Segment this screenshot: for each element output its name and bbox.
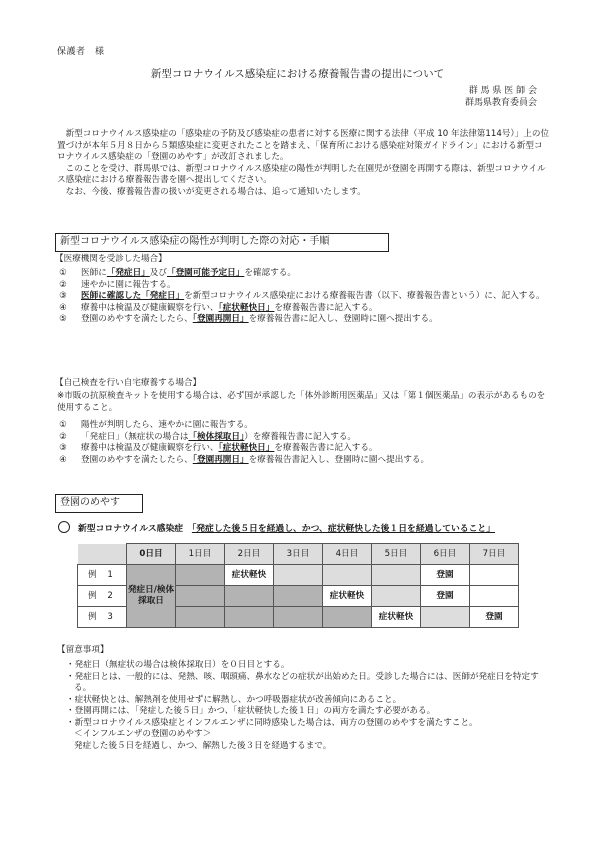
schedule-cell — [225, 586, 274, 607]
step-emphasis: 「発症日」 — [106, 268, 150, 278]
table-row — [78, 565, 519, 586]
step-text: 登園のめやすを満たしたら、 — [81, 314, 193, 325]
return-cell: 登園 — [421, 586, 470, 607]
step-number: ④ — [59, 454, 67, 465]
return-criteria-title: 登園のめやす — [55, 494, 143, 513]
medical-visit-steps — [55, 268, 549, 326]
day-header-1: 1日目 — [176, 544, 225, 565]
schedule-cell — [225, 607, 274, 628]
self-test-note: ※市販の抗原検査キットを使用する場合は、必ず国が承認した「体外診断用医薬品」又は「第１個医薬品」の表示があるものを使用すること。 — [57, 391, 546, 413]
schedule-cell — [470, 586, 519, 607]
step-number: ⑤ — [59, 314, 67, 325]
mild-cell: 症状軽快 — [225, 565, 274, 586]
schedule-cell — [372, 565, 421, 586]
flu-criteria-text: 発症した後５日を経過し、かつ、解熱した後３日を経過するまで。 — [74, 740, 332, 751]
list-item — [55, 291, 549, 303]
schedule-cell — [176, 607, 225, 628]
example-label: 例 1 — [78, 565, 127, 586]
note-item: ・発症日とは、一般的には、発熱、咳、咽頭痛、鼻水などの症状が出始めた日。受診した場合には、医師が発症日を特定する。 — [66, 671, 539, 694]
intro-text — [57, 129, 551, 198]
step-text: を療養報告書記入し、登園時に園へ提出する。 — [248, 454, 430, 465]
addressee: 保護者 様 — [57, 47, 105, 57]
day-header-0: 0日目 — [127, 544, 176, 565]
step-emphasis: 「登園再開日」 — [192, 454, 249, 465]
step-number: ③ — [59, 291, 67, 302]
schedule-cell — [323, 607, 372, 628]
mild-cell: 症状軽快 — [323, 586, 372, 607]
criteria-label: 新型コロナウイルス感染症 — [78, 524, 184, 534]
schedule-cell — [176, 565, 225, 586]
list-item — [55, 280, 549, 292]
list-item — [55, 443, 549, 455]
example-label: 例 3 — [78, 607, 127, 628]
step-text: 登園のめやすを満たしたら、 — [81, 454, 193, 465]
intro-paragraph-1: 新型コロナウイルス感染症の「感染症の予防及び感染症の患者に対する医療に関する法律（平成 10 年法律第114号）」上の位置づけが本年５月８日から５類感染症に変更されたことを踏まえ、「保育所における感染症対策ガイドライン」における新型コロナウイルス感染症の「登園のめやす」が改訂されました。 — [57, 129, 550, 163]
day-header-4: 4日目 — [323, 544, 372, 565]
schedule-cell — [470, 565, 519, 586]
schedule-cell — [372, 586, 421, 607]
list-item — [55, 455, 549, 467]
step-number: ② — [59, 431, 67, 442]
return-cell: 登園 — [421, 565, 470, 586]
issuer-block — [465, 86, 537, 109]
return-cell: 登園 — [470, 607, 519, 628]
onset-day-cell: 発症日/検体採取日 — [127, 565, 176, 628]
step-number: ② — [59, 279, 67, 290]
notes-title: 【留意事項】 — [57, 645, 109, 655]
step-text: を確認する。 — [244, 268, 296, 278]
issuer-medical-association: 群 馬 県 医 師 会 — [468, 86, 537, 96]
note-item: ・症状軽快とは、解熱剤を使用せずに解熱し、かつ呼吸器症状が改善傾向にあること。 — [66, 694, 402, 705]
list-item — [55, 432, 549, 444]
note-item: ・登園再開には、「発症した後５日」かつ、「症状軽快した後１日」の両方を満たす必要がある。 — [66, 706, 436, 717]
step-number: ① — [59, 420, 67, 430]
step-emphasis: 医師に確認した「発症日」 — [81, 291, 185, 302]
list-item — [55, 420, 549, 432]
medical-visit-heading: 【医療機関を受診した場合】 — [55, 254, 167, 264]
schedule-cell — [274, 565, 323, 586]
step-emphasis: 「登園再開日」 — [192, 314, 249, 325]
schedule-cell — [176, 586, 225, 607]
step-emphasis: 「症状軽快日」 — [218, 443, 275, 454]
step-text: 速やかに園に報告する。 — [81, 279, 176, 290]
step-text: 療養中は検温及び健康観察を行い、 — [81, 443, 219, 454]
step-emphasis: 「症状軽快日」 — [218, 302, 275, 313]
flu-criteria-title: ＜インフルエンザの登園のめやす＞ — [74, 729, 212, 740]
day-header-6: 6日目 — [421, 544, 470, 565]
step-text: 療養中は検温及び健康観察を行い、 — [81, 302, 219, 313]
day-header-3: 3日目 — [274, 544, 323, 565]
circle-bullet-icon — [58, 521, 70, 533]
schedule-cell — [323, 565, 372, 586]
list-item — [55, 268, 549, 280]
self-test-heading: 【自己検査を行い自宅療養する場合】 — [55, 378, 202, 388]
step-text: を療養報告書に記入する。 — [274, 443, 378, 454]
intro-paragraph-3: なお、今後、療養報告書の扱いが変更される場合は、追って通知いたします。 — [65, 186, 366, 197]
example-label: 例 2 — [78, 586, 127, 607]
list-item — [55, 303, 549, 315]
mild-cell: 症状軽快 — [372, 607, 421, 628]
self-test-steps — [55, 420, 549, 466]
step-text: を新型コロナウイルス感染症における療養報告書（以下、療養報告書という）に、記入する。 — [184, 291, 545, 302]
table-corner-cell — [78, 544, 127, 565]
step-number: ③ — [59, 443, 67, 454]
list-item — [55, 314, 549, 326]
day-header-7: 7日目 — [470, 544, 519, 565]
table-header-row — [78, 544, 519, 565]
note-item: ・発症日（無症状の場合は検体採取日）を０日目とする。 — [66, 660, 290, 670]
intro-paragraph-2: このことを受け、群馬県では、新型コロナウイルス感染症の陽性が判明した在園児が登園を再開する際は、新型コロナウイルス感染症における療養報告書を園へ提出してください。 — [57, 163, 546, 186]
schedule-cell — [274, 607, 323, 628]
notes-list — [62, 660, 542, 752]
step-emphasis: 「登園可能予定日」 — [166, 268, 245, 278]
step-text: 「発症日」（無症状の場合は — [81, 431, 189, 442]
issuer-board-of-education: 群馬県教育委員会 — [464, 97, 537, 108]
day-header-5: 5日目 — [372, 544, 421, 565]
step-number: ① — [59, 268, 67, 278]
step-text: を療養報告書に記入し、登園時に園へ提出する。 — [248, 314, 438, 325]
return-criteria-statement — [58, 521, 548, 535]
step-number: ④ — [59, 302, 67, 313]
document-title: 新型コロナウイルス感染症における療養報告書の提出について — [150, 68, 445, 80]
note-item: ・新型コロナウイルス感染症とインフルエンザに同時感染した場合は、両方の登園のめやすを満たすこと。 — [66, 717, 478, 728]
section-positive-procedure-title: 新型コロナウイルス感染症の陽性が判明した際の対応・手順 — [55, 233, 389, 252]
criteria-condition: 「発症した後５日を経過し、かつ、症状軽快した後１日を経過していること」 — [191, 524, 496, 534]
schedule-cell — [421, 607, 470, 628]
return-schedule-table — [77, 543, 519, 628]
step-text: を療養報告書に記入する。 — [274, 302, 378, 313]
step-text: 陽性が判明したら、速やかに園に報告する。 — [81, 420, 253, 430]
step-text: 及び — [149, 268, 167, 278]
step-emphasis: 「検体採取日」 — [188, 431, 245, 442]
schedule-cell — [274, 586, 323, 607]
day-header-2: 2日目 — [225, 544, 274, 565]
step-text: 医師に — [81, 268, 107, 278]
step-text: ）を療養報告書に記入する。 — [244, 431, 357, 442]
